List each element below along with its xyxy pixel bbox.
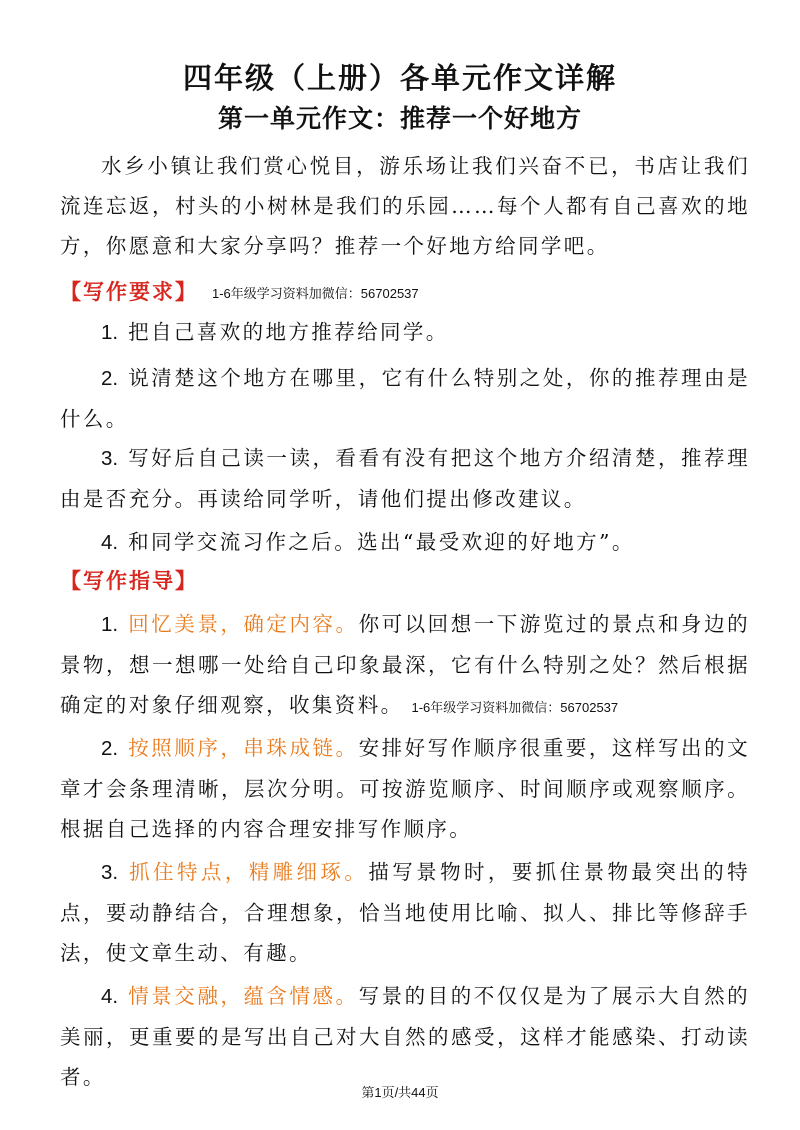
item-text: 说清楚这个地方在哪里，它有什么特别之处，你的推荐理由是什么。: [60, 366, 750, 431]
item-number: 1.: [101, 613, 119, 636]
item-highlight: 抓住特点，精雕细琢。: [128, 860, 369, 884]
document-title: 四年级（上册）各单元作文详解: [182, 61, 617, 95]
item-number: 2.: [101, 737, 119, 760]
unit-subtitle: 第一单元作文：推荐一个好地方: [217, 104, 582, 133]
item-text: 写景的目的不仅仅是为了展示大自然的美丽，更重要的是写出自己对大自然的感受，这样才能感染、打动读者。: [60, 984, 750, 1089]
requirements-heading-label: 【写作要求】: [60, 279, 198, 304]
wechat-note: 1-6年级学习资料加微信：56702537: [212, 285, 419, 301]
requirement-item-1: [60, 312, 750, 353]
item-text: 你可以回想一下游览过的景点和身边的景物，想一想哪一处给自己印象最深，它有什么特别之处？然后根据确定的对象仔细观察，收集资料。: [60, 612, 750, 717]
item-highlight: 回忆美景，确定内容。: [128, 612, 359, 636]
item-number: 2.: [101, 367, 119, 390]
guidance-item-1: [60, 604, 750, 728]
requirement-item-2: [60, 358, 750, 439]
requirements-heading: [60, 276, 419, 310]
item-highlight: 情景交融，蕴含情感。: [128, 984, 359, 1008]
intro-paragraph: 水乡小镇让我们赏心悦目，游乐场让我们兴奋不已，书店让我们流连忘返，村头的小树林是我们的乐园……每个人都有自己喜欢的地方，你愿意和大家分享吗？推荐一个好地方给同学吧。: [60, 154, 750, 258]
requirement-item-3: [60, 438, 750, 519]
item-text: 把自己喜欢的地方推荐给同学。: [128, 320, 449, 344]
item-number: 3.: [101, 861, 119, 884]
guidance-heading: [60, 565, 198, 597]
page-number-footer: 第1页/共44页: [361, 1085, 439, 1100]
item-number: 1.: [101, 321, 119, 344]
item-text: 写好后自己读一读，看看有没有把这个地方介绍清楚，推荐理由是否充分。再读给同学听，请他们提出修改建议。: [60, 446, 750, 511]
guidance-item-4: [60, 976, 750, 1097]
item-text: 安排好写作顺序很重要，这样写出的文章才会条理清晰，层次分明。可按游览顺序、时间顺序或观察顺序。根据自己选择的内容合理安排写作顺序。: [60, 736, 750, 841]
item-number: 3.: [101, 447, 119, 470]
item-text: 和同学交流习作之后。选出“最受欢迎的好地方”。: [128, 530, 635, 554]
requirement-item-4: [60, 522, 750, 563]
item-number: 4.: [101, 531, 119, 554]
item-text: 描写景物时，要抓住景物最突出的特点，要动静结合，合理想象，恰当地使用比喻、拟人、排比等修辞手法，使文章生动、有趣。: [60, 860, 751, 965]
guidance-item-3: [60, 852, 750, 973]
item-highlight: 按照顺序，串珠成链。: [128, 736, 359, 760]
wechat-note: 1-6年级学习资料加微信：56702537: [411, 700, 619, 715]
guidance-heading-label: 【写作指导】: [60, 568, 198, 593]
item-number: 4.: [101, 985, 119, 1008]
guidance-item-2: [60, 728, 750, 849]
